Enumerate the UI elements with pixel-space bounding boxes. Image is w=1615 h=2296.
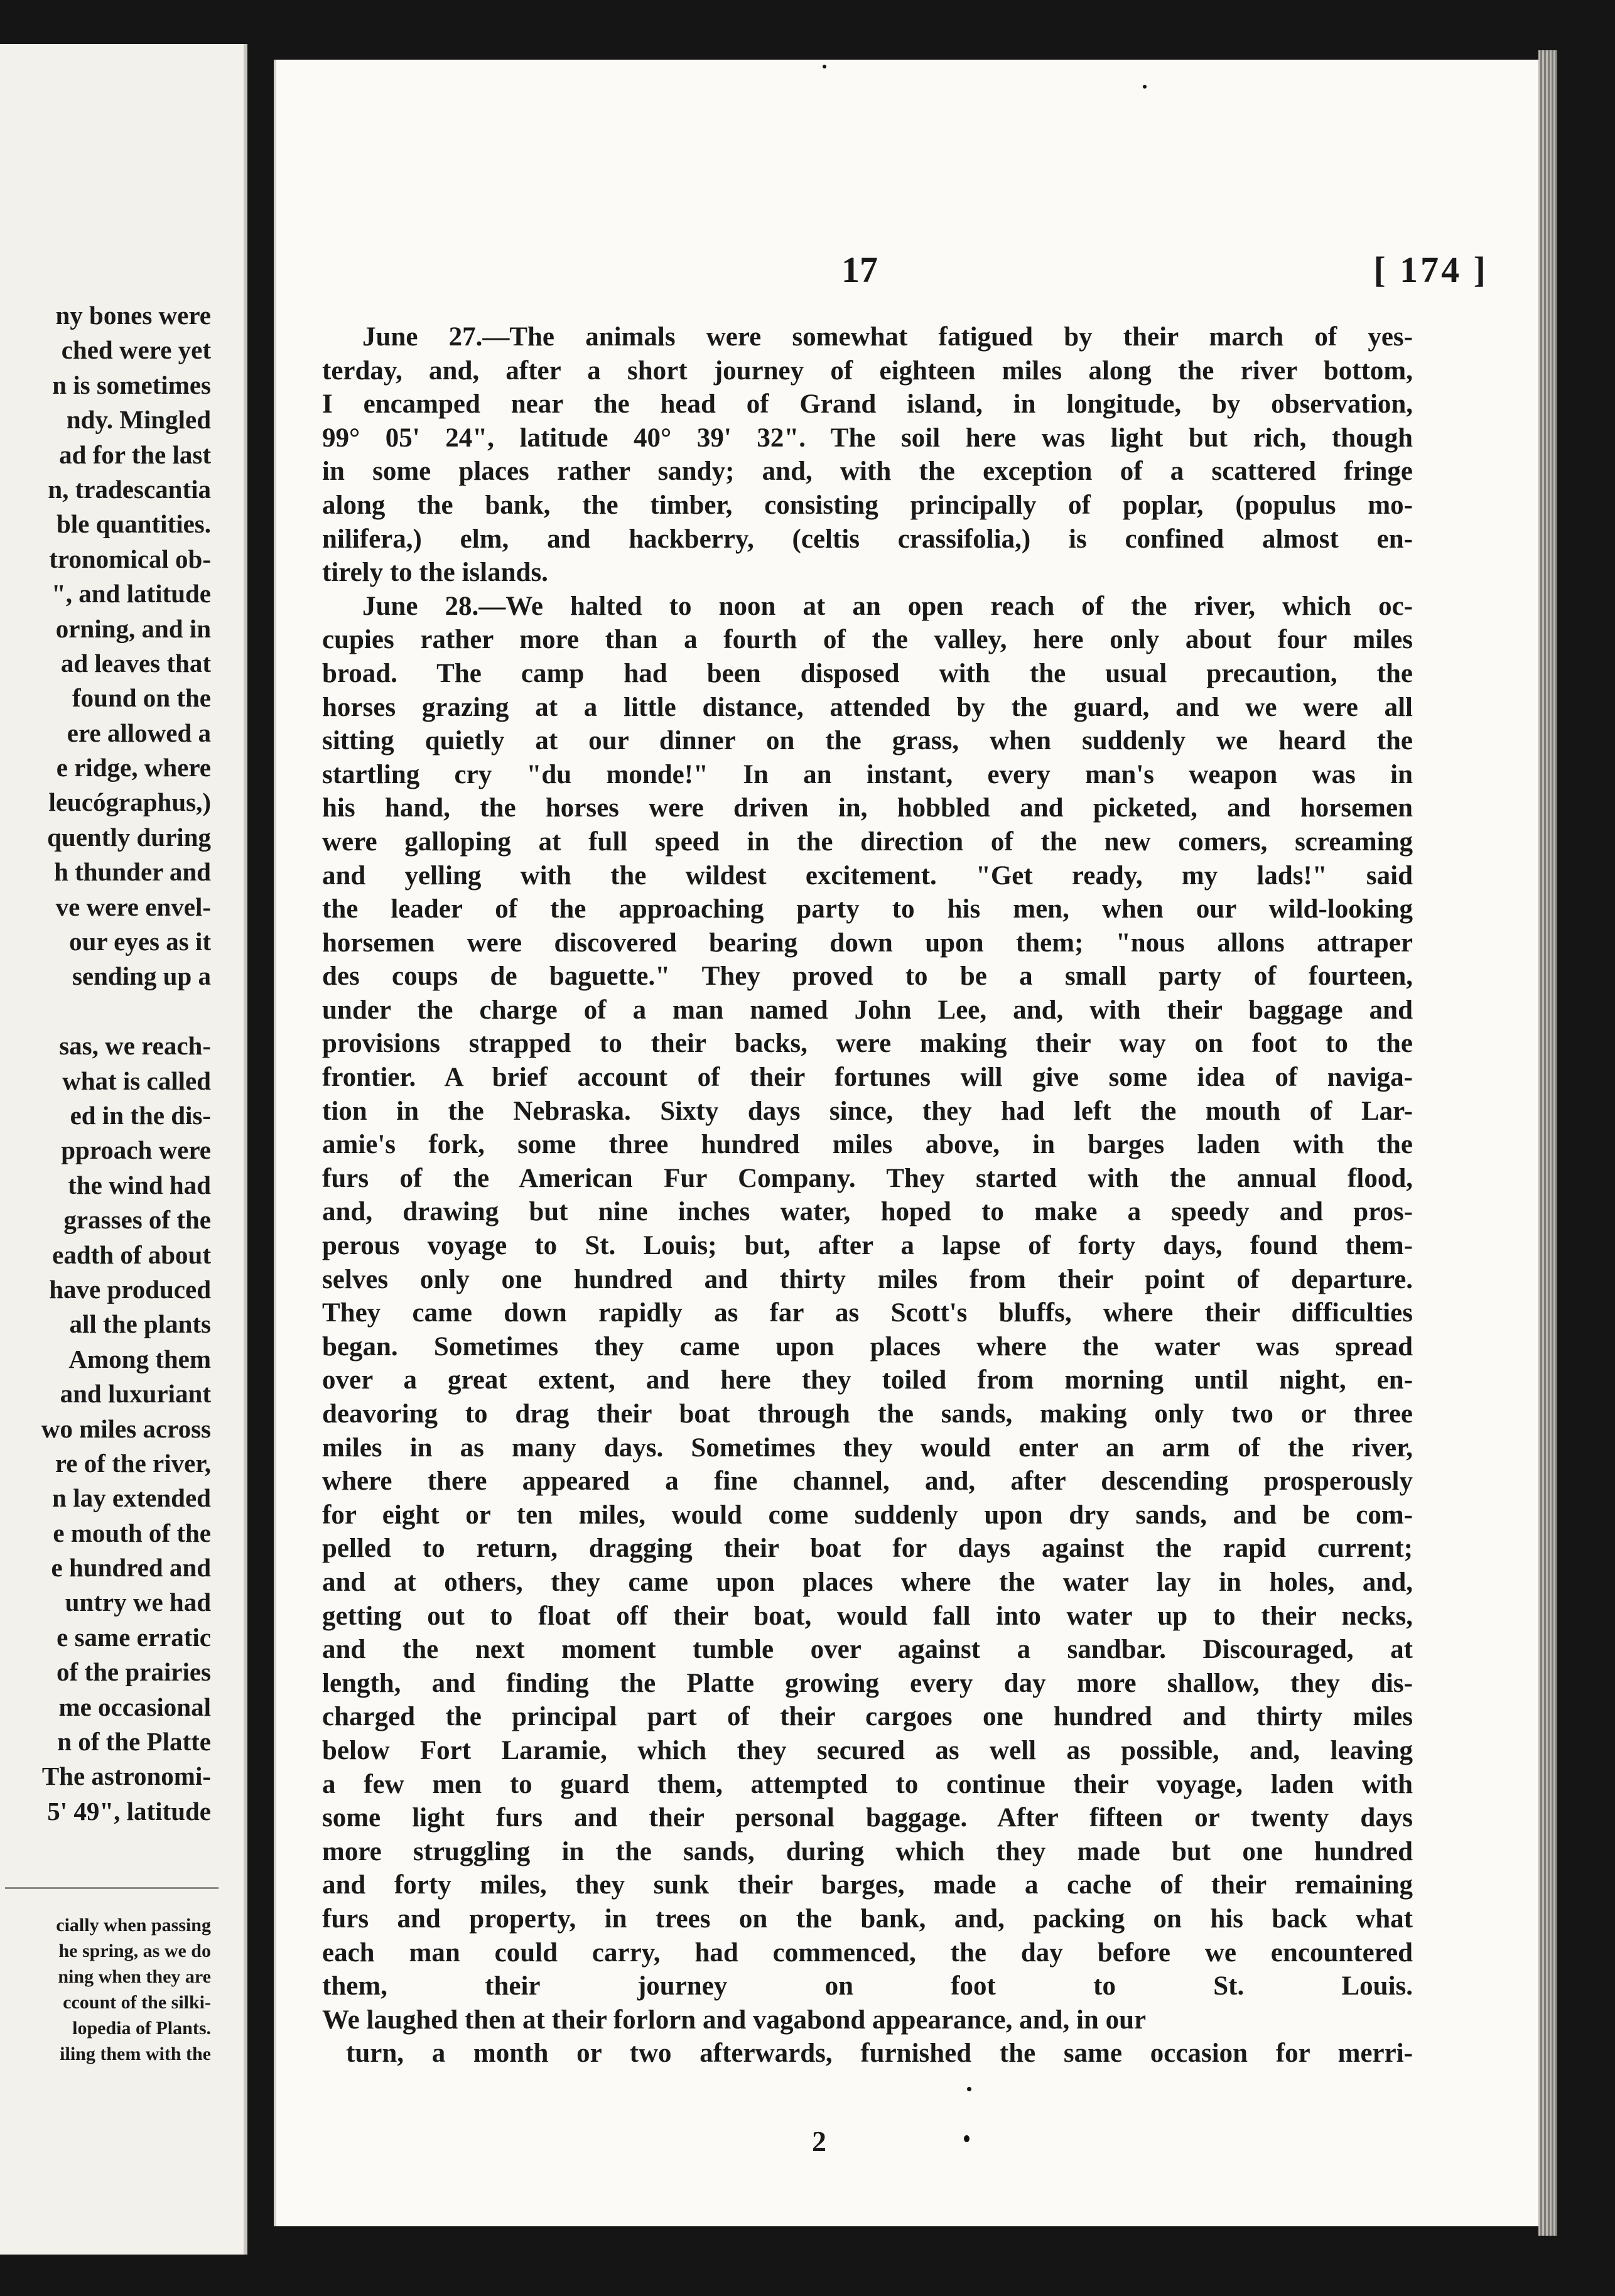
left-text-line: our eyes as it [69, 927, 211, 956]
left-text-line: eadth of about [52, 1240, 211, 1269]
text-line: the leader of the approaching party to his men, when our wild-looking [322, 894, 1413, 924]
left-text-line: untry we had [65, 1588, 211, 1617]
signature-number: 2 [812, 2125, 826, 2157]
left-text-line: and luxuriant [60, 1379, 211, 1409]
left-text-line: ", and latitude [51, 579, 211, 609]
left-text-line: what is called [62, 1066, 211, 1095]
text-line: amie's fork, some three hundred miles above, in barges laden with the [322, 1130, 1413, 1160]
left-text-line: e mouth of the [53, 1518, 211, 1547]
left-footnote-line: lopedia of Plants. [72, 2018, 211, 2039]
text-line: pelled to return, dragging their boat for days against the rapid current; [322, 1534, 1413, 1564]
left-footnote-line: ning when they are [58, 1966, 211, 1987]
left-footnote-line: cially when passing [56, 1915, 211, 1936]
right-page [276, 60, 1538, 2226]
text-line: deavoring to drag their boat through the sands, making only two or three [322, 1399, 1413, 1429]
text-line: them, their journey on foot to St. Louis. [322, 1971, 1413, 2001]
left-text-line: ny bones were [55, 301, 211, 330]
left-text-line: wo miles across [41, 1414, 211, 1443]
left-text-line: leucógraphus,) [48, 788, 211, 817]
text-line: selves only one hundred and thirty miles from their point of departure. [322, 1264, 1413, 1294]
text-line: terday, and, after a short journey of eighteen miles along the river bottom, [322, 355, 1413, 386]
left-text-line: ed in the dis- [70, 1100, 211, 1130]
text-line: miles in as many days. Sometimes they would enter an arm of the river, [322, 1432, 1413, 1463]
text-line: sitting quietly at our dinner on the grass, when suddenly we heard the [322, 726, 1413, 756]
text-line: each man could carry, had commenced, the day before we encountered [322, 1937, 1413, 1968]
left-text-line: ad leaves that [60, 648, 211, 678]
left-text-line: orning, and in [55, 614, 211, 643]
ink-speck [1143, 85, 1147, 89]
left-footnote-line: he spring, as we do [58, 1941, 211, 1961]
page-header [276, 245, 1538, 295]
left-text-line: n lay extended [52, 1483, 211, 1513]
text-line: and the next moment tumble over against a sandbar. Discouraged, at [322, 1635, 1413, 1665]
text-line: below Fort Laramie, which they secured as well as possible, and, leaving [322, 1735, 1413, 1765]
left-text-line: the wind had [68, 1170, 211, 1199]
text-line: perous voyage to St. Louis; but, after a lapse of forty days, found them- [322, 1231, 1413, 1261]
text-line: provisions strapped to their backs, were making their way on foot to the [322, 1029, 1413, 1059]
text-line: over a great extent, and here they toiled from morning until night, en- [322, 1365, 1413, 1395]
text-line: under the charge of a man named John Lee, and, with their baggage and [322, 995, 1413, 1025]
text-line: furs of the American Fur Company. They started with the annual flood, [322, 1163, 1413, 1193]
left-text-line: ad for the last [59, 440, 211, 469]
left-text-line: sas, we reach- [59, 1031, 211, 1061]
left-text-line: me occasional [58, 1692, 211, 1721]
left-text-line: n of the Platte [57, 1727, 211, 1757]
text-line: length, and finding the Platte growing every day more shallow, they dis- [322, 1668, 1413, 1698]
left-page-text [0, 298, 211, 1829]
text-line: a few men to guard them, attempted to continue their voyage, laden with [322, 1769, 1413, 1799]
left-text-line: 5' 49", latitude [47, 1796, 211, 1826]
text-line: along the bank, the timber, consisting principally of poplar, (populus mo- [322, 490, 1413, 520]
left-footnote-line: ccount of the silki- [63, 1992, 211, 2013]
text-line: They came down rapidly as far as Scott's bluffs, where their difficulties [322, 1298, 1413, 1328]
text-line: I encamped near the head of Grand island, in longitude, by observation, [322, 389, 1413, 420]
left-text-line: found on the [72, 683, 211, 713]
text-line: nilifera,) elm, and hackberry, (celtis crassifolia,) is confined almost en- [322, 524, 1413, 554]
page-number: [ 174 ] [1373, 249, 1488, 290]
left-text-line: have produced [49, 1274, 211, 1304]
ink-speck [964, 2135, 970, 2142]
text-line: 99° 05' 24", latitude 40° 39' 32". The soil here was light but rich, though [322, 423, 1413, 453]
left-text-line: grasses of the [63, 1205, 211, 1235]
text-line: and forty miles, they sunk their barges, made a cache of their remaining [322, 1870, 1413, 1900]
left-text-line: pproach were [61, 1135, 211, 1165]
text-line: began. Sometimes they came upon places where the water was spread [322, 1331, 1413, 1362]
left-text-line: e same erratic [57, 1622, 211, 1652]
text-line: and at others, they came upon places where the water lay in holes, and, [322, 1567, 1413, 1597]
text-line: his hand, the horses were driven in, hobbled and picketed, and horsemen [322, 793, 1413, 823]
left-text-line: sending up a [72, 961, 211, 991]
left-text-line: re of the river, [55, 1448, 211, 1478]
text-line: tirely to the islands. [322, 558, 548, 588]
text-line: getting out to float off their boat, would fall into water up to their necks, [322, 1601, 1413, 1631]
left-page-footnotes [0, 1912, 211, 2067]
ink-speck [967, 2087, 971, 2091]
text-line: broad. The camp had been disposed with the usual precaution, the [322, 658, 1413, 688]
text-line: cupies rather more than a fourth of the valley, here only about four miles [322, 625, 1413, 655]
left-text-line: all the plants [69, 1309, 211, 1339]
text-line: startling cry "du monde!" In an instant, every man's weapon was in [322, 759, 1413, 789]
signature-mark: 17 [841, 249, 878, 290]
left-text-line: ble quantities. [56, 509, 211, 539]
left-text-line: tronomical ob- [49, 544, 211, 573]
text-line: for eight or ten miles, would come suddenly upon dry sands, and be com- [322, 1500, 1413, 1530]
text-line: frontier. A brief account of their fortunes will give some idea of naviga- [322, 1063, 1413, 1093]
left-text-line: quently during [47, 822, 211, 852]
left-text-line [0, 994, 211, 1029]
text-line: furs and property, in trees on the bank, and, packing on his back what [322, 1903, 1413, 1934]
text-line: horses grazing at a little distance, attended by the guard, and we were all [322, 692, 1413, 722]
text-line: charged the principal part of their cargoes one hundred and thirty miles [322, 1702, 1413, 1732]
left-text-line: ched were yet [61, 335, 211, 365]
text-line: turn, a month or two afterwards, furnished the same occasion for merri- [346, 2039, 1413, 2069]
text-line: in some places rather sandy; and, with the exception of a scattered fringe [322, 457, 1413, 487]
text-line: more struggling in the sands, during which they made but one hundred [322, 1836, 1413, 1866]
left-text-line: The astronomi- [41, 1762, 211, 1791]
text-line: some light furs and their personal baggage. After fifteen or twenty days [322, 1803, 1413, 1833]
text-line: where there appeared a fine channel, and, after descending prosperously [322, 1466, 1413, 1497]
left-text-line: e ridge, where [56, 753, 211, 782]
text-line: des coups de baguette." They proved to be a small party of fourteen, [322, 961, 1413, 992]
page-edge [1538, 50, 1557, 2236]
body-text [322, 320, 1413, 2071]
text-line: and yelling with the wildest excitement. "Get ready, my lads!" said [322, 860, 1413, 891]
ink-speck [823, 65, 826, 68]
text-line: June 27.—The animals were somewhat fatigued by their march of yes- [362, 322, 1413, 352]
left-text-line: e hundred and [51, 1553, 211, 1583]
left-page-fragment [0, 44, 247, 2255]
left-text-line: ve were envel- [55, 892, 211, 921]
left-text-line: ere allowed a [67, 718, 211, 747]
text-line: June 28.—We halted to noon at an open reach of the river, which oc- [362, 591, 1413, 621]
text-line: horsemen were discovered bearing down upon them; "nous allons attraper [322, 928, 1413, 958]
left-text-line: n, tradescantia [48, 474, 211, 504]
left-text-line: n is sometimes [52, 370, 211, 399]
text-line: We laughed then at their forlorn and vagabond appearance, and, in our [322, 2005, 1147, 2035]
left-text-line: h thunder and [54, 857, 211, 887]
left-text-line: ndy. Mingled [66, 405, 211, 435]
text-line: tion in the Nebraska. Sixty days since, they had left the mouth of Lar- [322, 1096, 1413, 1126]
left-text-line: of the prairies [57, 1657, 211, 1687]
left-footnote-line: iling them with the [60, 2044, 211, 2064]
text-line: were galloping at full speed in the direction of the new comers, screaming [322, 826, 1413, 857]
text-line: and, drawing but nine inches water, hoped to make a speedy and pros- [322, 1197, 1413, 1227]
footnote-rule [5, 1887, 219, 1889]
left-text-line: Among them [68, 1344, 211, 1373]
